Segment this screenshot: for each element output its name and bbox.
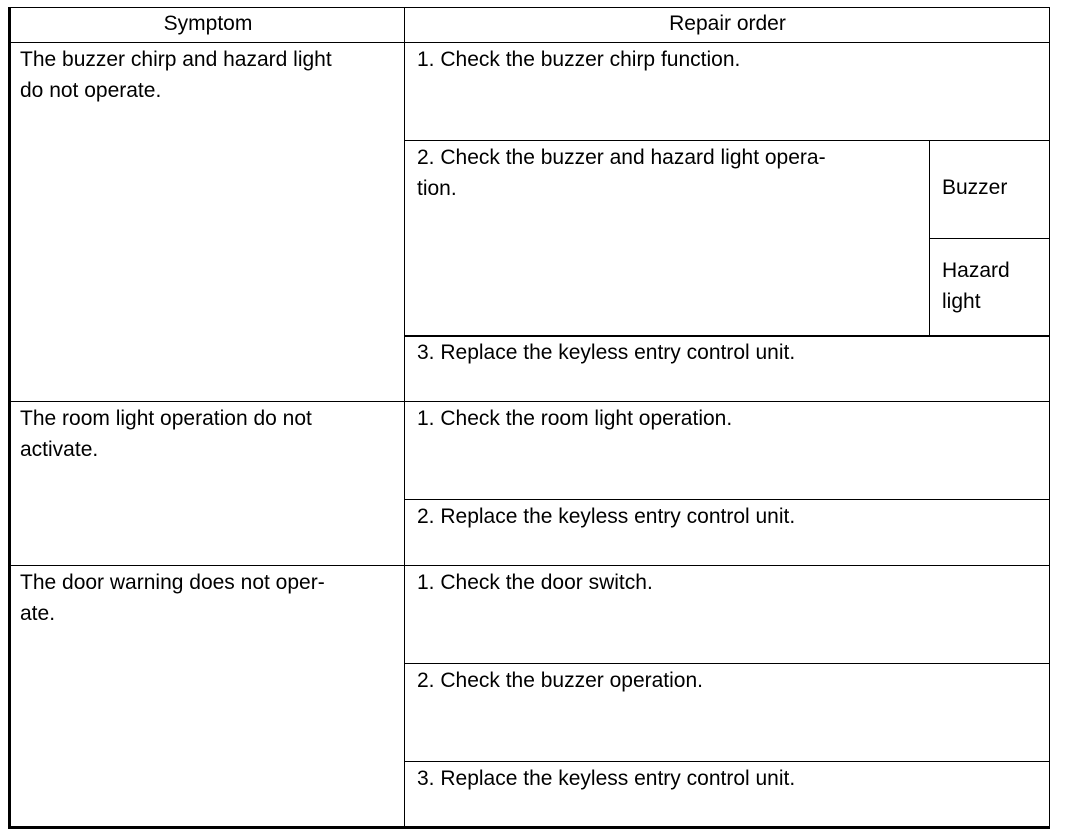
group-divider xyxy=(11,565,1050,566)
row-divider xyxy=(405,499,1050,500)
sub-item-buzzer: Buzzer xyxy=(942,176,1008,199)
symptom-room-light xyxy=(20,403,400,465)
step-replace-control-unit: 3. Replace the keyless entry control unit. xyxy=(417,341,796,364)
repair-table xyxy=(8,7,1050,829)
sub-item-line: light xyxy=(942,290,981,313)
step-line: tion. xyxy=(417,177,457,200)
sub-item-line: Hazard xyxy=(942,259,1010,282)
step-check-buzzer-hazard xyxy=(417,142,927,204)
step-check-buzzer-operation: 2. Check the buzzer operation. xyxy=(417,669,704,692)
sub-item-hazard-light xyxy=(942,255,1046,317)
step-replace-control-unit: 2. Replace the keyless entry control unit. xyxy=(417,505,796,528)
row-divider xyxy=(929,238,1050,239)
header-divider xyxy=(11,42,1050,43)
symptom-line: ate. xyxy=(20,602,56,625)
column-divider xyxy=(404,8,405,827)
symptom-line: The door warning does not oper- xyxy=(20,571,325,594)
row-divider xyxy=(405,663,1050,664)
row-divider xyxy=(405,761,1050,762)
symptom-line: The buzzer chirp and hazard light xyxy=(20,48,332,71)
symptom-line: activate. xyxy=(20,438,99,461)
group-divider xyxy=(11,401,1050,402)
sub-column-divider xyxy=(929,140,930,335)
step-line: 2. Check the buzzer and hazard light opera- xyxy=(417,146,826,169)
step-check-door-switch: 1. Check the door switch. xyxy=(417,571,653,594)
symptom-line: The room light operation do not xyxy=(20,407,312,430)
header-symptom: Symptom xyxy=(163,12,253,35)
symptom-door-warning xyxy=(20,567,400,629)
step-check-buzzer-chirp: 1. Check the buzzer chirp function. xyxy=(417,48,741,71)
step-replace-control-unit: 3. Replace the keyless entry control unit. xyxy=(417,767,796,790)
step-check-room-light: 1. Check the room light operation. xyxy=(417,407,733,430)
symptom-buzzer-hazard xyxy=(20,44,400,106)
symptom-line: do not operate. xyxy=(20,79,162,102)
header-repair-order: Repair order xyxy=(669,12,786,35)
row-divider xyxy=(405,140,1050,141)
